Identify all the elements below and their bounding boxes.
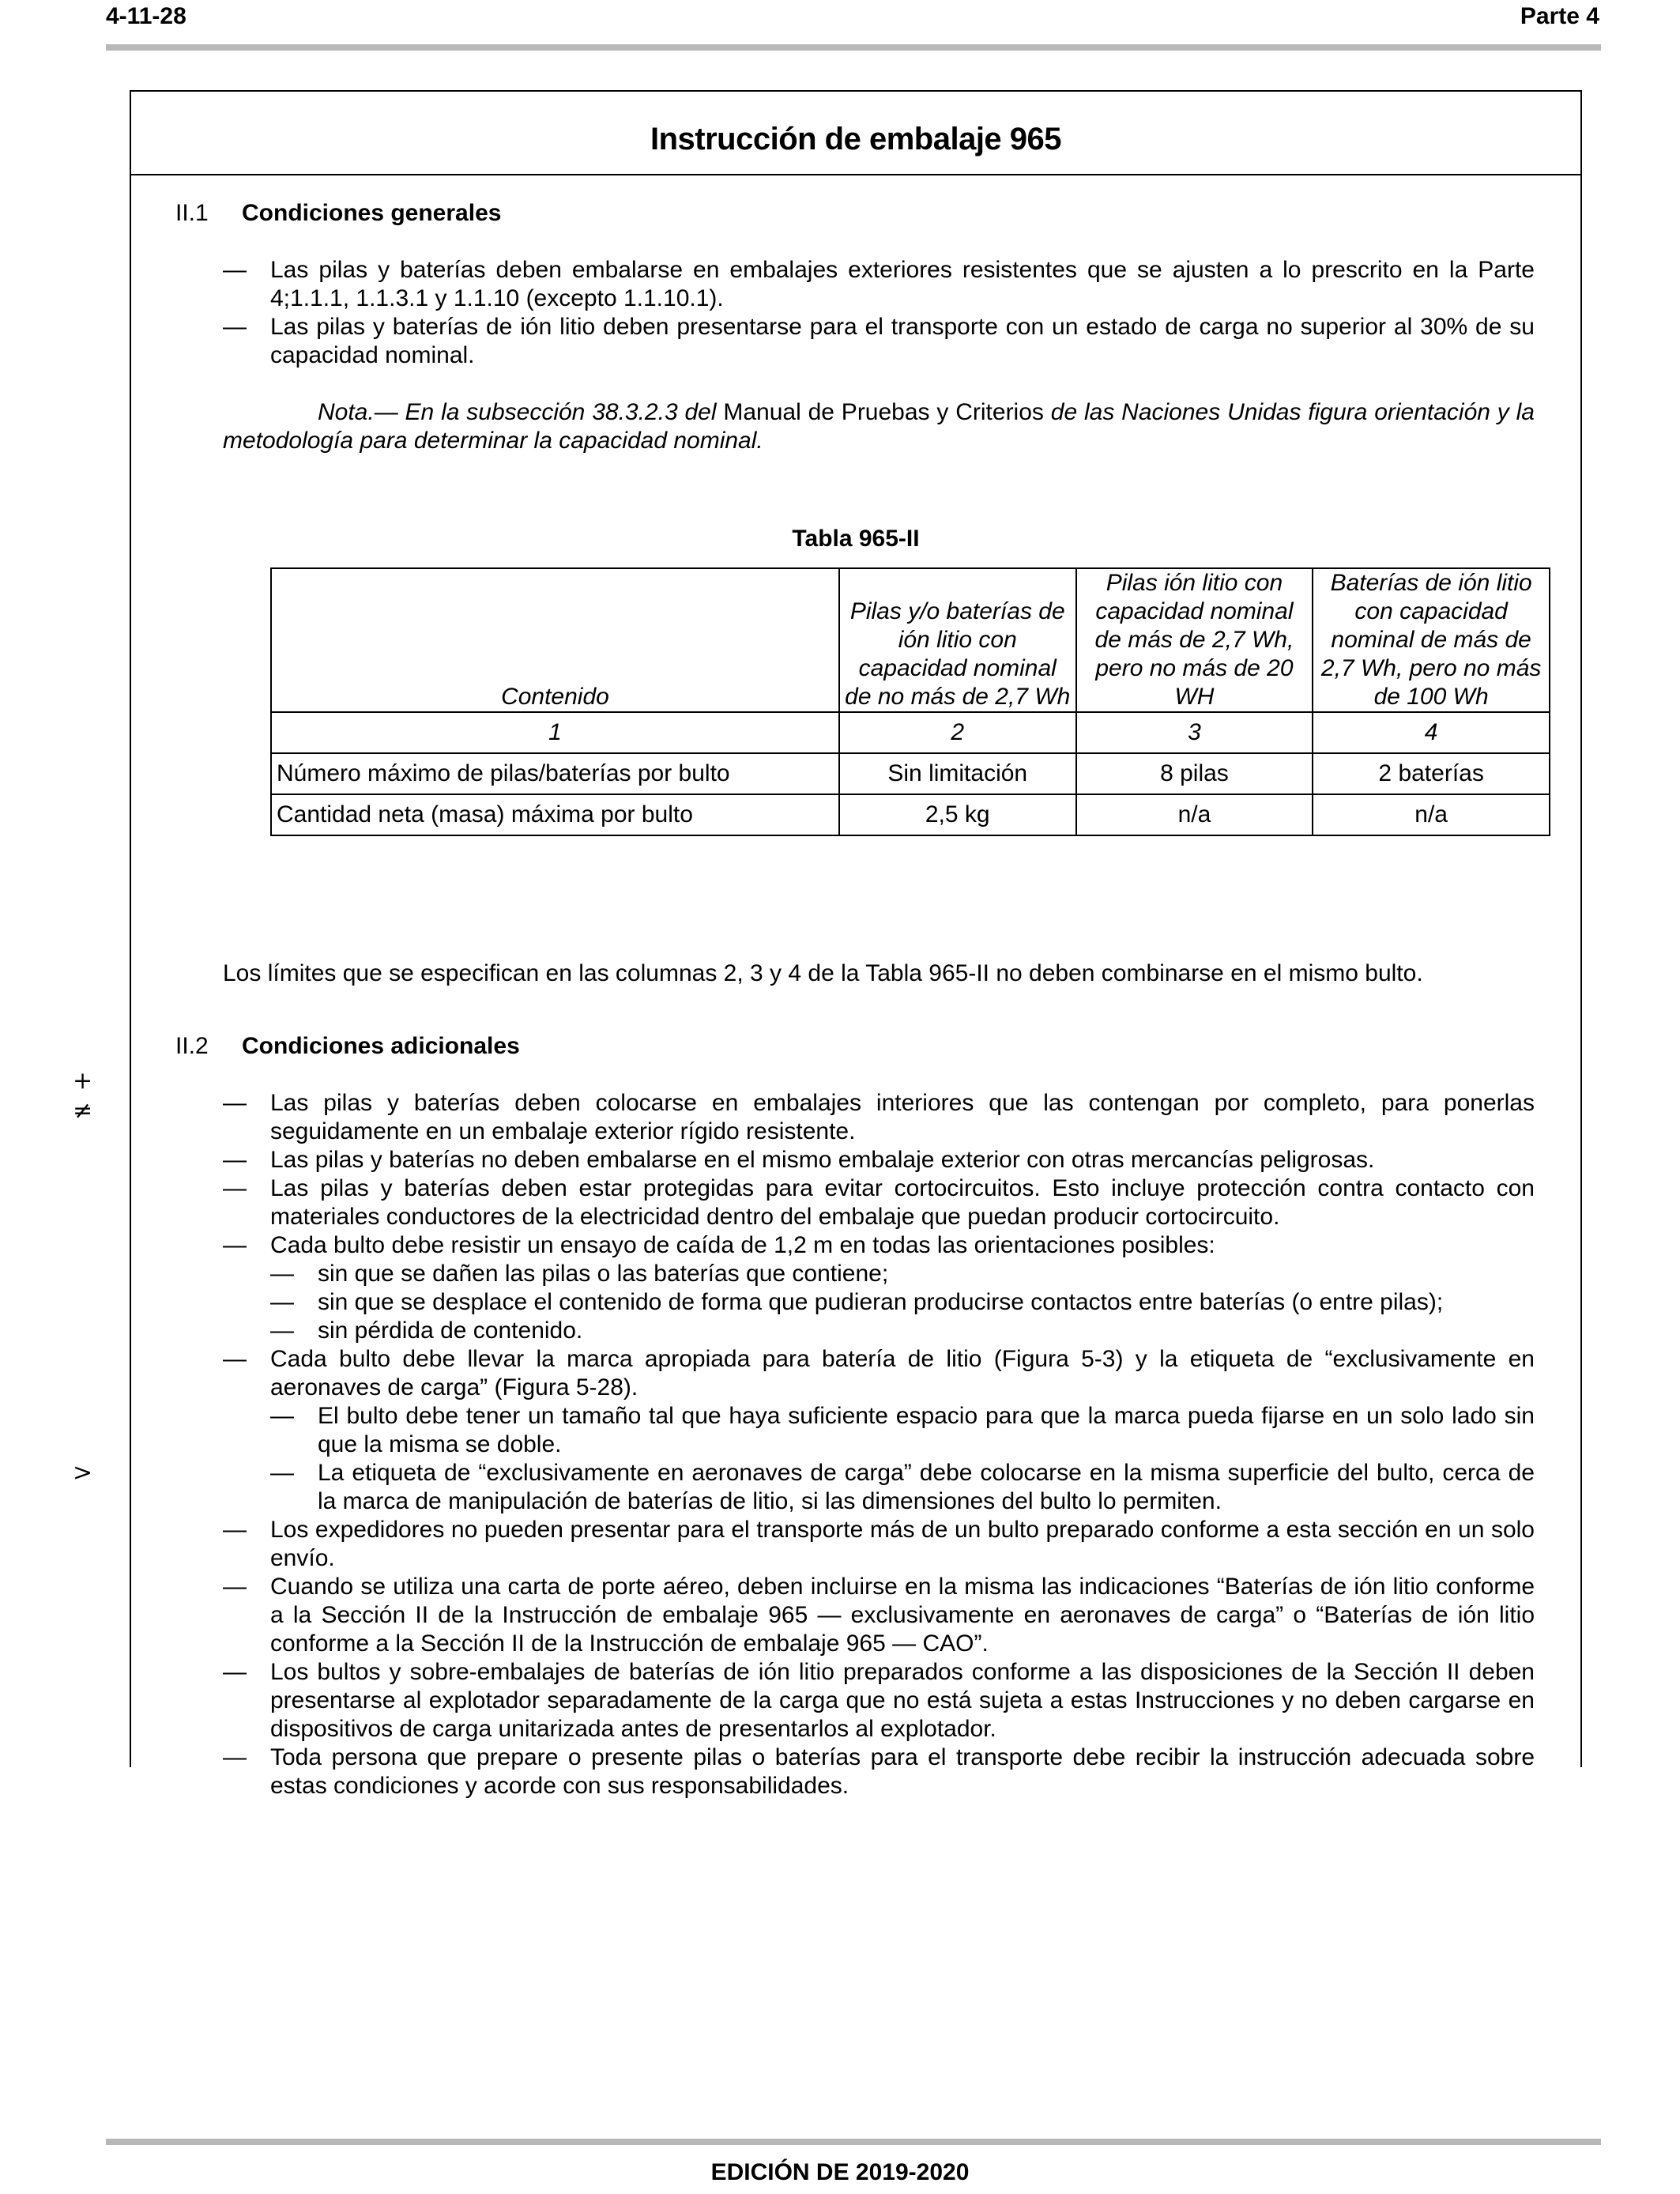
sub-list-item — [270, 1459, 1535, 1516]
dash-bullet: — — [223, 1517, 247, 1543]
margin-mark-neq: ≠ — [73, 1097, 93, 1125]
table-cell: n/a — [1313, 794, 1550, 835]
dash-bullet: — — [223, 1090, 247, 1116]
table-cell: n/a — [1076, 794, 1313, 835]
dash-bullet: — — [223, 1175, 247, 1201]
list-item-text: Toda persona que prepare o presente pilas o baterías para el transporte debe recibir la instrucción adecuada sobre estas condiciones y acorde con sus responsabilidades. — [270, 1744, 1535, 1799]
dash-bullet: — — [223, 1744, 247, 1770]
page-title: Instrucción de embalaje 965 — [650, 122, 1062, 156]
column-number: 4 — [1313, 712, 1550, 753]
list-item — [223, 1744, 1535, 1800]
dash-bullet: — — [270, 1261, 294, 1287]
table-index-row — [271, 712, 1550, 753]
table-cell: Sin limitación — [839, 753, 1076, 794]
dash-bullet: — — [270, 1318, 294, 1344]
column-number: 3 — [1076, 712, 1313, 753]
dash-bullet: — — [223, 1574, 247, 1600]
drop-test-sublist — [270, 1260, 1535, 1345]
dash-bullet: — — [223, 257, 247, 283]
dash-bullet: — — [270, 1403, 294, 1429]
sub-list-item-text: sin que se desplace el contenido de forma que pudieran producirse contactos entre baterías (o entre pilas); — [318, 1289, 1444, 1315]
section-title: Condiciones generales — [242, 200, 502, 226]
dash-bullet: — — [270, 1289, 294, 1315]
list-item — [223, 1516, 1535, 1573]
table-header-cell: Pilas y/o baterías de ión litio con capacidad nominal de no más de 2,7 Wh — [839, 568, 1076, 712]
sub-list-item — [270, 1260, 1535, 1288]
list-item — [223, 1174, 1535, 1231]
list-item — [223, 1573, 1535, 1658]
page-number: 4-11-28 — [106, 3, 186, 29]
list-item-text: Las pilas y baterías deben embalarse en embalajes exteriores resistentes que se ajusten a lo prescrito en la Parte 4;1.1.1, 1.1.3.1 y 1.1.10 (excepto 1.1.10.1). — [270, 257, 1535, 311]
dash-bullet: — — [223, 1659, 247, 1685]
table-header-cell: Pilas ión litio con capacidad nominal de más de 2,7 Wh, pero no más de 20 WH — [1076, 568, 1313, 712]
list-item-text: Las pilas y baterías no deben embalarse en el mismo embalaje exterior con otras mercancías peligrosas. — [270, 1147, 1375, 1173]
section-heading-additional — [175, 1032, 520, 1061]
note-text: Nota.— En la subsección 38.3.2.3 del — [318, 399, 724, 425]
table-header-cell: Contenido — [271, 568, 839, 712]
list-item — [223, 1231, 1535, 1345]
section-heading-general — [175, 199, 501, 228]
note-text: de las Naciones Unidas figura orientación y la metodología para determinar la capacidad nominal. — [223, 399, 1535, 454]
table-caption: Tabla 965-II — [792, 526, 920, 552]
general-conditions-list — [223, 256, 1535, 370]
additional-conditions-list — [223, 1089, 1535, 1800]
header-rule — [106, 44, 1601, 51]
dash-bullet: — — [223, 1147, 247, 1173]
list-item-text: Las pilas y baterías deben estar protegidas para evitar cortocircuitos. Esto incluye protección contra contacto con materiales conductores de la electricidad dentro del embalaje que puedan producir cortocircuito. — [270, 1175, 1535, 1230]
instruction-frame — [130, 90, 1582, 1799]
list-item — [223, 1089, 1535, 1146]
section-title: Condiciones adicionales — [242, 1033, 520, 1059]
table-cell: Cantidad neta (masa) máxima por bulto — [271, 794, 839, 835]
column-number: 2 — [839, 712, 1076, 753]
section-number: II.1 — [175, 200, 209, 226]
note — [223, 398, 1535, 455]
dash-bullet: — — [223, 1346, 247, 1372]
list-item — [223, 1658, 1535, 1744]
sub-list-item — [270, 1402, 1535, 1459]
list-item — [223, 1345, 1535, 1516]
list-item — [223, 1146, 1535, 1174]
limits-table — [270, 567, 1550, 836]
list-item — [223, 256, 1535, 313]
table-cell: 2,5 kg — [839, 794, 1076, 835]
table-cell: Número máximo de pilas/baterías por bulto — [271, 753, 839, 794]
table-cell: 2 baterías — [1313, 753, 1550, 794]
part-label: Parte 4 — [1520, 3, 1599, 29]
note-manual-title: Manual de Pruebas y Criterios — [723, 399, 1044, 425]
list-item-text: Los bultos y sobre-embalajes de baterías de ión litio preparados conforme a las disposiciones de la Sección II deben presentarse al explotador separadamente de la carga que no está sujeta a estas Instrucciones y no deben cargarse en dispositivos de carga unitarizada antes de presentarlos al explotador. — [270, 1659, 1535, 1742]
limits-paragraph: Los límites que se especifican en las columnas 2, 3 y 4 de la Tabla 965-II no deben combinarse en el mismo bulto. — [223, 960, 1423, 986]
table-header-row — [271, 568, 1550, 712]
list-item-text: Cada bulto debe resistir un ensayo de caída de 1,2 m en todas las orientaciones posibles: — [270, 1232, 1215, 1258]
margin-mark-plus: + — [73, 1067, 93, 1095]
sub-list-item — [270, 1317, 1535, 1345]
list-item-text: Cuando se utiliza una carta de porte aéreo, deben incluirse en la misma las indicaciones “Baterías de ión litio conforme a la Sección II de la Instrucción de embalaje 965 — exclusivamente en aeronaves de carga” o “Baterías de ión litio conforme a la Sección II de la Instrucción de embalaje 965 — CAO”. — [270, 1574, 1535, 1657]
list-item-text: Las pilas y baterías deben colocarse en embalajes interiores que las contengan por completo, para ponerlas seguidamente en un embalaje exterior rígido resistente. — [270, 1090, 1535, 1144]
table-row — [271, 794, 1550, 835]
sub-list-item — [270, 1288, 1535, 1317]
dash-bullet: — — [223, 314, 247, 340]
dash-bullet: — — [270, 1460, 294, 1486]
column-number: 1 — [271, 712, 839, 753]
list-item-text: Las pilas y baterías de ión litio deben presentarse para el transporte con un estado de carga no superior al 30% de su capacidad nominal. — [270, 314, 1535, 368]
marking-sublist — [270, 1402, 1535, 1516]
sub-list-item-text: sin que se dañen las pilas o las baterías que contiene; — [318, 1261, 889, 1287]
sub-list-item-text: sin pérdida de contenido. — [318, 1318, 583, 1344]
dash-bullet: — — [223, 1232, 247, 1258]
margin-mark-gt: > — [73, 1459, 93, 1487]
list-item-text: Los expedidores no pueden presentar para el transporte más de un bulto preparado conforme a esta sección en un solo envío. — [270, 1517, 1535, 1571]
list-item — [223, 313, 1535, 370]
table-row — [271, 753, 1550, 794]
sub-list-item-text: El bulto debe tener un tamaño tal que haya suficiente espacio para que la marca pueda fijarse en un solo lado sin que la misma se doble. — [318, 1403, 1535, 1457]
table-header-cell: Baterías de ión litio con capacidad nominal de más de 2,7 Wh, pero no más de 100 Wh — [1313, 568, 1550, 712]
edition-footer: EDICIÓN DE 2019-2020 — [710, 2159, 970, 2185]
table-cell: 8 pilas — [1076, 753, 1313, 794]
list-item-text: Cada bulto debe llevar la marca apropiada para batería de litio (Figura 5-3) y la etiqueta de “exclusivamente en aeronaves de carga” (Figura 5-28). — [270, 1346, 1535, 1400]
footer-rule — [106, 2139, 1601, 2145]
sub-list-item-text: La etiqueta de “exclusivamente en aeronaves de carga” debe colocarse en la misma superficie del bulto, cerca de la marca de manipulación de baterías de litio, si las dimensiones del bulto lo permiten. — [318, 1460, 1535, 1514]
section-number: II.2 — [175, 1033, 209, 1059]
title-band — [131, 92, 1580, 175]
